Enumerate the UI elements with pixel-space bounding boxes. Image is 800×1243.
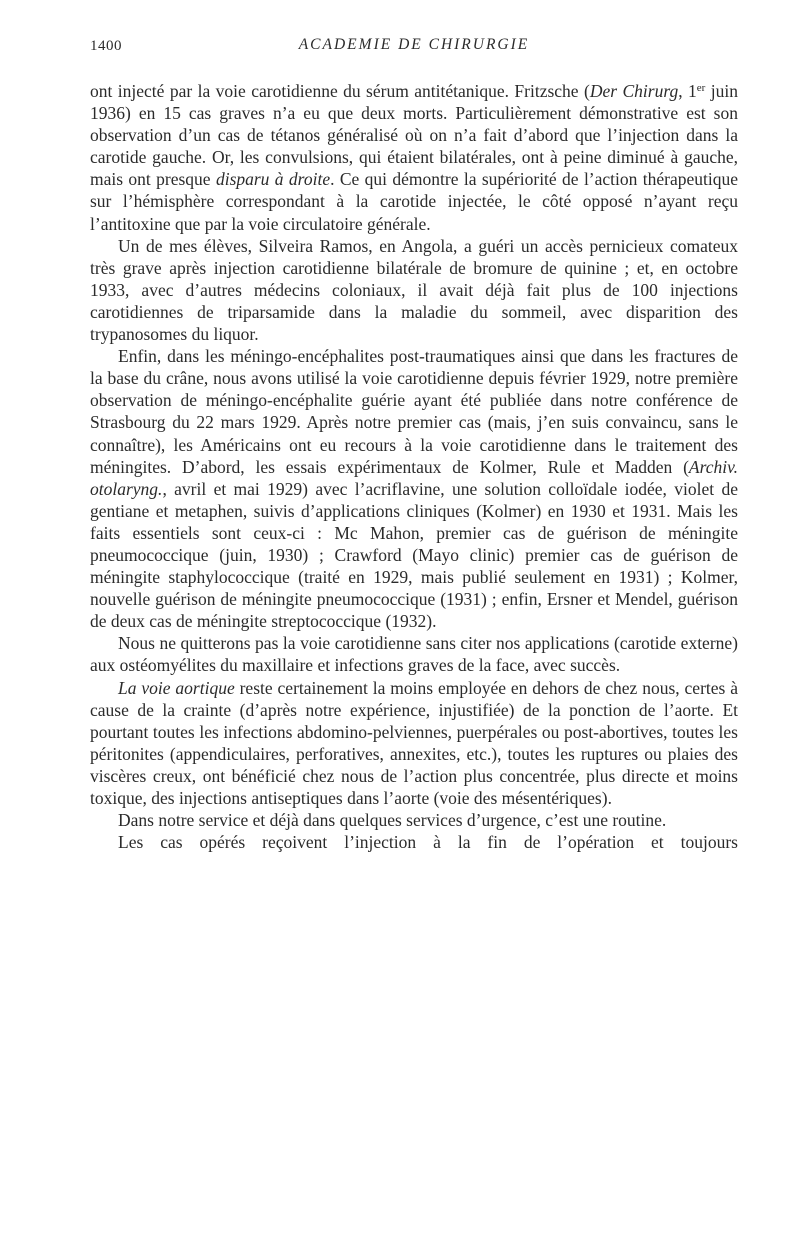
- text-run: , 1: [678, 81, 697, 101]
- text-run: , avril et mai 1929) avec l’acriflavine, une solution colloïdale iodée, violet de gentiane et metaphen, suivis d’applications cliniques (Kolmer) en 1930 et 1931. Mais les faits essentiels sont ceux-ci : Mc Mahon, premier cas de guérison de méningite pneumococcique (juin, 1930) ; Crawford (Mayo clinic) premier cas de guérison de méningite staphylococcique (traité en 1929, mais publié seulement en 1931) ; Kolmer, nouvelle guérison de méningite pneumococcique (1931) ; enfin, Ersner et Mendel, guérison de deux cas de méningite streptococcique (1932).: [90, 478, 738, 632]
- running-title: ACADEMIE DE CHIRURGIE: [298, 36, 530, 53]
- journal-title: Der Chirurg: [589, 81, 679, 101]
- text-run: juin 1936) en 15 cas graves n’a eu que deux morts. Particulièrement démonstrative est son observation d’un cas de tétanos généralisé où on n’a fait d’abord que l’injection dans la carotide gauche. Or, les convulsions, qui étaient bilatérales, ont à peine diminué à gauche, mais ont presque: [90, 81, 738, 190]
- text-run: reste certainement la moins employée en dehors de chez nous, certes à cause de la crainte (d’après notre expérience, injustifiée) de la ponction de l’aorte. Et pourtant toutes les infections abdomino-pelviennes, puerpérales ou post-abortives, toutes les péritonites (appendiculaires, perforatives, annexites, etc.), toutes les ruptures ou plaies des viscères creux, ont bénéficié chez nous de l’action plus concentrée, plus directe et moins toxique, des injections antiseptiques dans l’aorte (voie des mésentériques).: [90, 677, 738, 808]
- body-text: [90, 80, 738, 853]
- emphasis: disparu à droite: [215, 169, 331, 190]
- paragraph-7: Les cas opérés reçoivent l’injection à la fin de l’opération et toujours: [118, 832, 738, 853]
- paragraph-2: Un de mes élèves, Silveira Ramos, en Angola, a guéri un accès pernicieux comateux très grave après injection carotidienne bilatérale de bromure de quinine ; et, en octobre 1933, avec d’autres médecins coloniaux, il avait déjà fait plus de 100 injections carotidiennes de triparsamide dans la maladie du sommeil, avec disparition des trypanosomes du liquor.: [90, 235, 738, 345]
- superscript: er: [696, 82, 706, 94]
- journal-title: Archiv. otolaryng.: [90, 456, 738, 499]
- page-number: 1400: [90, 38, 122, 54]
- paragraph-4: Nous ne quitterons pas la voie carotidienne sans citer nos applications (carotide externe) aux ostéomyélites du maxillaire et infections graves de la face, avec succès.: [90, 633, 738, 676]
- text-run: ont injecté par la voie carotidienne du sérum antitétanique. Fritzsche (: [90, 81, 590, 101]
- emphasis: La voie aortique: [118, 677, 235, 698]
- paragraph-6: Dans notre service et déjà dans quelques services d’urgence, c’est une routine.: [118, 810, 667, 831]
- paragraph-1: [90, 80, 738, 235]
- text-run: Enfin, dans les méningo-encéphalites post-traumatiques ainsi que dans les fractures de la base du crâne, nous avons utilisé la voie carotidienne depuis février 1929, notre première observation de méningo-encéphalite guérie ayant été publiée dans notre conférence de Strasbourg du 22 mars 1929. Après notre premier cas (mais, j’en suis convaincu, sans le connaître), les Américains ont eu recours à la voie carotidienne dans le traitement des méningites. D’abord, les essais expérimentaux de Kolmer, Rule et Madden (: [90, 346, 738, 477]
- page-header: [90, 34, 738, 60]
- paragraph-3: [90, 345, 738, 632]
- text-run: . Ce qui démontre la supériorité de l’action thérapeutique sur l’hémisphère correspondant à la carotide injectée, le côté opposé n’ayant reçu l’antitoxine que par la voie circulatoire générale.: [90, 169, 738, 234]
- paragraph-5: [90, 677, 738, 810]
